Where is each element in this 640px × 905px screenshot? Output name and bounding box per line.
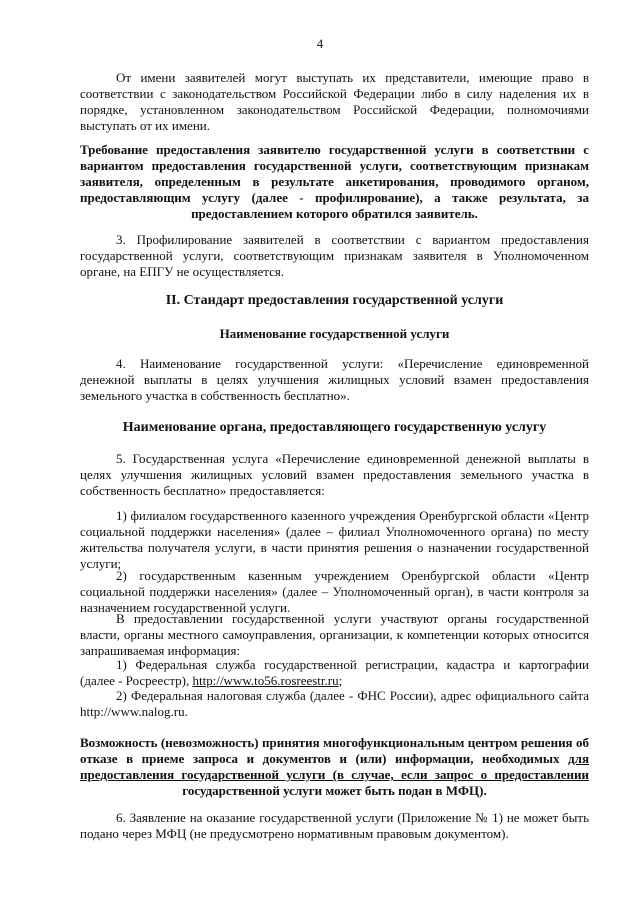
paragraph-6: 6. Заявление на оказание государственной услуги (Приложение № 1) не может быть подано через МФЦ (не предусмотрено нормативным правовым документом). <box>80 810 589 841</box>
paragraph-5-item-1: 1) филиалом государственного казенного учреждения Оренбургской области «Центр социальной поддержки населения» (далее – филиал Уполномоченного органа) по месту жительства получателя услуги, в части принятия решения о назначении государственной услуги; <box>80 508 589 571</box>
heading-requirement: Требование предоставления заявителю государственной услуги в соответствии с вариантом предоставления государственной услуги, соответствующим признакам заявителя, определенным в результате анкетирования, проводимого органом, предоставляющим услугу (далее - профилирование), а также результата, за предоставлением которого обратился заявитель. <box>80 142 589 221</box>
paragraph-3: 3. Профилирование заявителей в соответствии с вариантом предоставления государственной услуги, соответствующим признакам заявителя в Уполномоченном органе, на ЕПГУ не осуществляется. <box>80 232 589 279</box>
paragraph-fns: 2) Федеральная налоговая служба (далее - ФНС России), адрес официального сайта http://www.nalog.ru. <box>80 688 589 719</box>
paragraph-participants: В предоставлении государственной услуги участвуют органы государственной власти, органы местного самоуправления, организации, к компетенции которых относится запрашиваемая информация: <box>80 611 589 658</box>
heading-mfc-part-3: государственной услуги может быть подан в МФЦ). <box>182 783 487 798</box>
heading-mfc-part-1: Возможность (невозможность) принятия многофункциональным центром решения об отказе в приеме запроса и документов и (или) информации, необходимых <box>80 735 589 766</box>
paragraph-4: 4. Наименование государственной услуги: «Перечисление единовременной денежной выплаты в целях улучшения жилищных условий взамен предоставления земельного участка в собственность бесплатно». <box>80 356 589 403</box>
section-heading-2: II. Стандарт предоставления государственной услуги <box>165 293 504 308</box>
page-number: 4 <box>316 36 324 51</box>
heading-service-name: Наименование государственной услуги <box>219 326 450 341</box>
rosreestr-suffix: ; <box>338 673 343 688</box>
heading-organ: Наименование органа, предоставляющего государственную услугу <box>122 420 547 435</box>
heading-mfc <box>80 735 589 799</box>
rosreestr-text: 1) Федеральная служба государственной регистрации, кадастра и картографии (далее - Росреестр), <box>80 657 589 688</box>
paragraph-rosreestr <box>80 657 589 689</box>
paragraph-representatives: От имени заявителей могут выступать их представители, имеющие право в соответствии с законодательством Российской Федерации либо в силу наделения их в порядке, установленном законодательством Российской Федерации, полномочиями выступать от их имени. <box>80 70 589 133</box>
paragraph-5-item-2: 2) государственным казенным учреждением Оренбургской области «Центр социальной поддержки населения» (далее – Уполномоченный орган), в части контроля за назначением государственной услуги. <box>80 568 589 615</box>
paragraph-5: 5. Государственная услуга «Перечисление единовременной денежной выплаты в целях улучшения жилищных условий взамен предоставления земельного участка в собственность бесплатно» предоставляется: <box>80 451 589 498</box>
heading-mfc-part-2: для предоставления государственной услуги (в случае, если запрос о предоставлении <box>80 751 589 782</box>
rosreestr-link[interactable]: http://www.to56.rosreestr.ru <box>192 673 339 688</box>
